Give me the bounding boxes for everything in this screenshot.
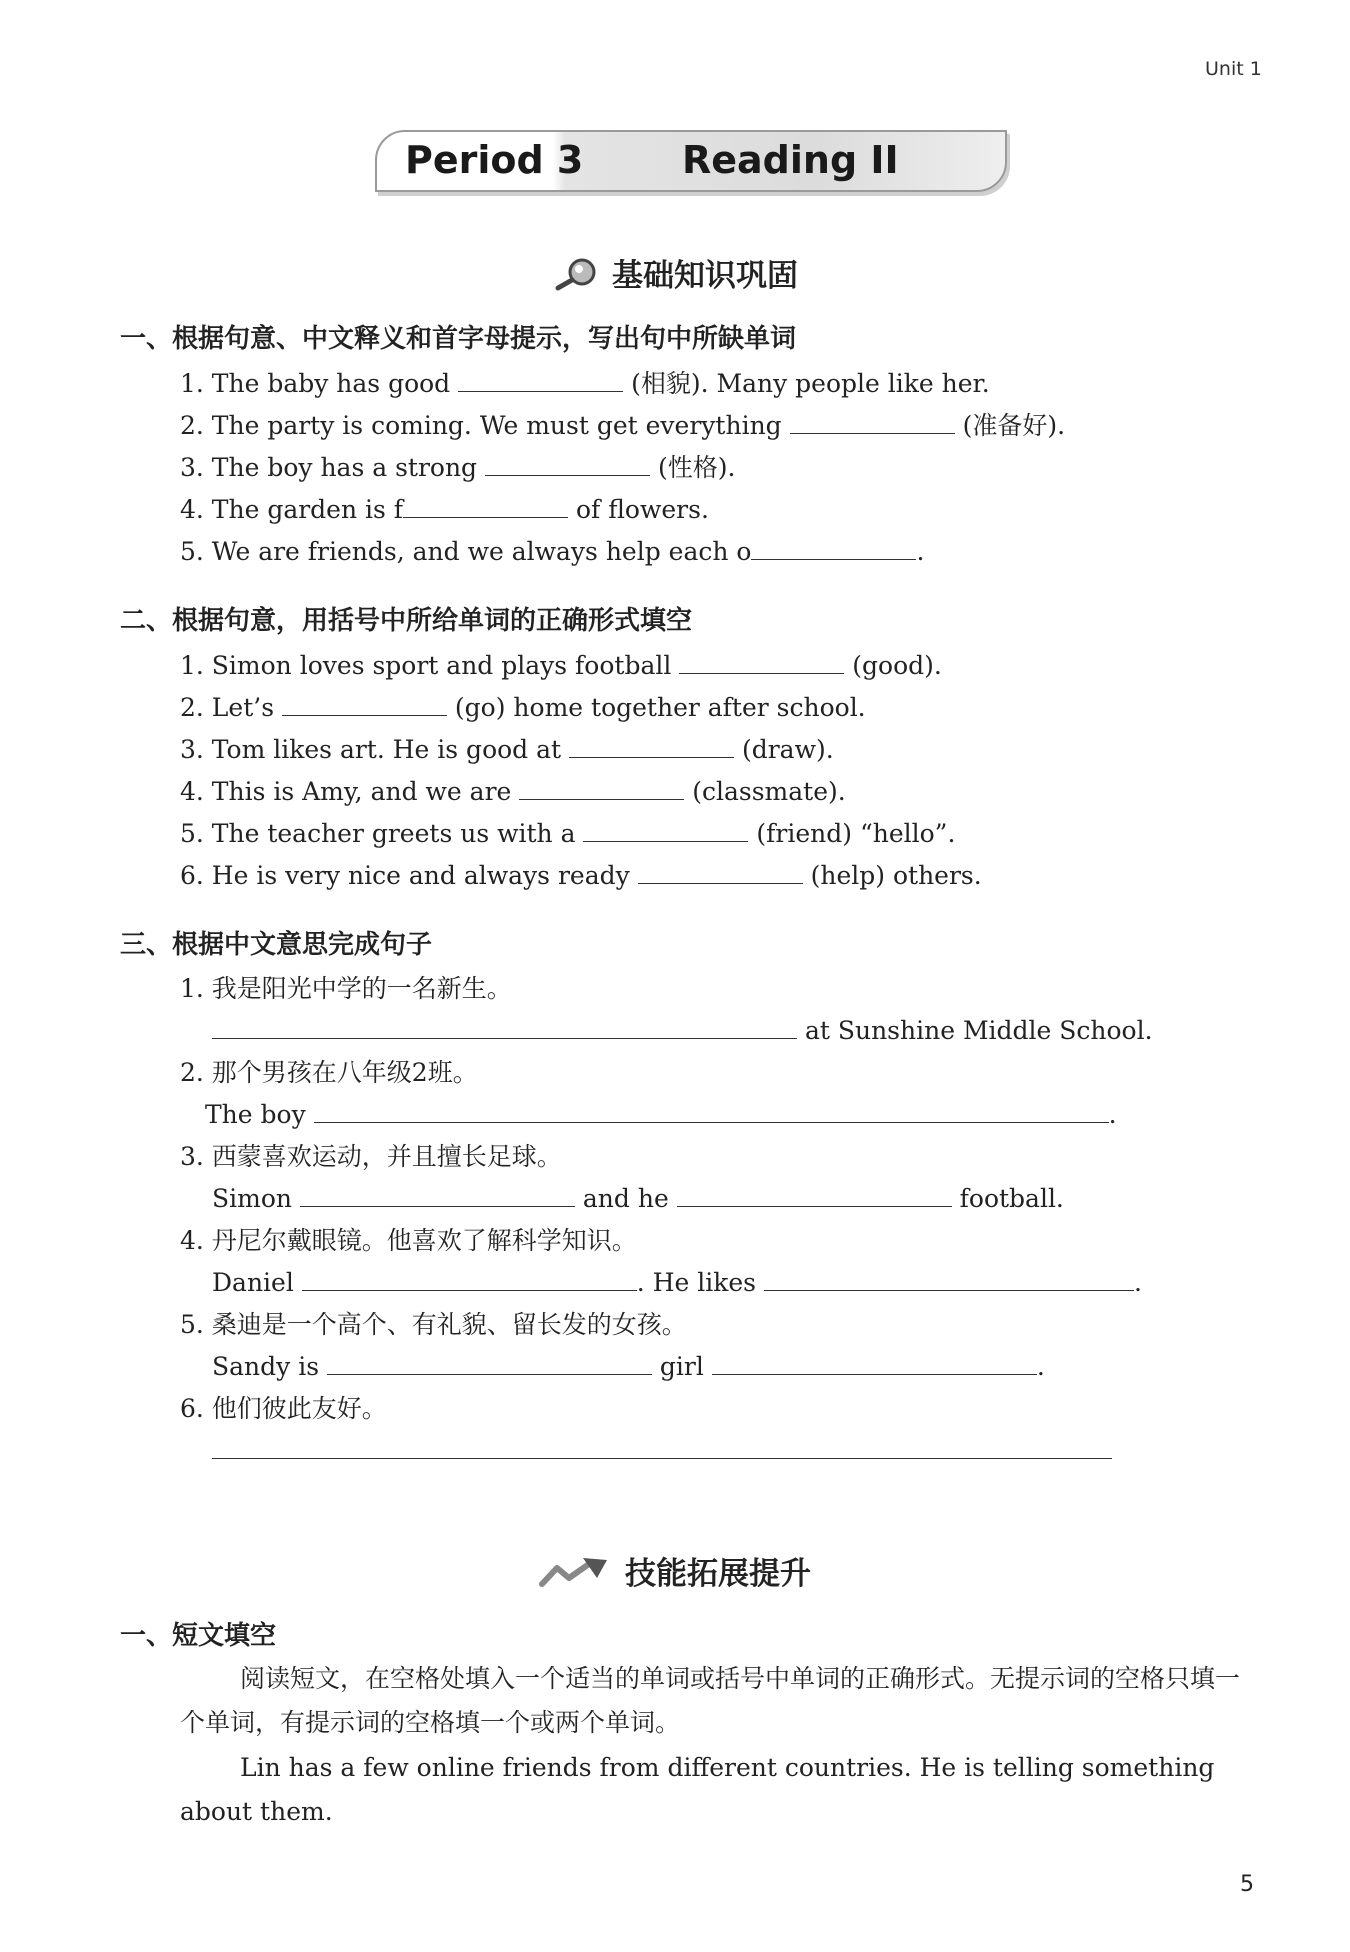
- part3-q1-prompt: 1. 我是阳光中学的一名新生。: [180, 974, 512, 1003]
- part2-item-6: 6. He is very nice and always ready (help) others.: [180, 861, 982, 890]
- part1-item-5: 5. We are friends, and we always help each o .: [180, 537, 925, 566]
- part3-q1-answer: at Sunshine Middle School.: [212, 1014, 1153, 1048]
- part1-title: 一、根据句意、中文释义和首字母提示，写出句中所缺单词: [120, 324, 797, 354]
- magnifier-icon: [552, 257, 598, 299]
- page-number: 5: [1240, 1872, 1254, 1897]
- part4-instruction: 阅读短文，在空格处填入一个适当的单词或括号中单词的正确形式。无提示词的空格只填一个单词，有提示词的空格填一个或两个单词。: [180, 1664, 1241, 1737]
- reading-label: Reading II: [682, 138, 899, 182]
- part3-q6-answer: [212, 1434, 1112, 1468]
- part3-q3-answer: Simon and he football.: [212, 1184, 1064, 1213]
- section-title-basic: 基础知识巩固: [612, 258, 798, 294]
- part3-q2-answer: The boy .: [205, 1100, 1117, 1129]
- part2-item-3: 3. Tom likes art. He is good at (draw).: [180, 735, 834, 764]
- part2-title: 二、根据句意，用括号中所给单词的正确形式填空: [120, 606, 693, 636]
- part4-passage: Lin has a few online friends from different countries. He is telling something about them.: [180, 1753, 1215, 1826]
- part3-q3-prompt: 3. 西蒙喜欢运动，并且擅长足球。: [180, 1142, 562, 1171]
- part3-q5-prompt: 5. 桑迪是一个高个、有礼貌、留长发的女孩。: [180, 1310, 687, 1339]
- part2-item-4: 4. This is Amy, and we are (classmate).: [180, 777, 846, 806]
- part1-item-4: 4. The garden is f of flowers.: [180, 495, 709, 524]
- part2-item-1: 1. Simon loves sport and plays football (good).: [180, 651, 942, 680]
- part3-q5-answer: Sandy is girl .: [212, 1352, 1045, 1381]
- period-label: Period 3: [405, 138, 584, 182]
- period-banner: [375, 130, 1007, 192]
- section-heading-skills: [0, 1548, 1350, 1596]
- part3-q4-prompt: 4. 丹尼尔戴眼镜。他喜欢了解科学知识。: [180, 1226, 637, 1255]
- part1-item-3: 3. The boy has a strong (性格).: [180, 453, 736, 482]
- section-heading-basic: [0, 250, 1350, 299]
- part2-item-2: 2. Let’s (go) home together after school.: [180, 693, 866, 722]
- part3-q6-prompt: 6. 他们彼此友好。: [180, 1394, 387, 1423]
- part1-item-2: 2. The party is coming. We must get everything (准备好).: [180, 411, 1066, 440]
- part3-q2-prompt: 2. 那个男孩在八年级2班。: [180, 1058, 478, 1087]
- part3-title: 三、根据中文意思完成句子: [120, 930, 433, 960]
- part1-item-1: 1. The baby has good (相貌). Many people like her.: [180, 369, 990, 398]
- section-title-skills: 技能拓展提升: [625, 1556, 811, 1592]
- trend-arrow-icon: [539, 1556, 611, 1596]
- part2-item-5: 5. The teacher greets us with a (friend) “hello”.: [180, 819, 956, 848]
- part4-title: 一、短文填空: [120, 1621, 277, 1651]
- part3-q4-answer: Daniel . He likes .: [212, 1268, 1142, 1297]
- unit-label: Unit 1: [1205, 58, 1262, 80]
